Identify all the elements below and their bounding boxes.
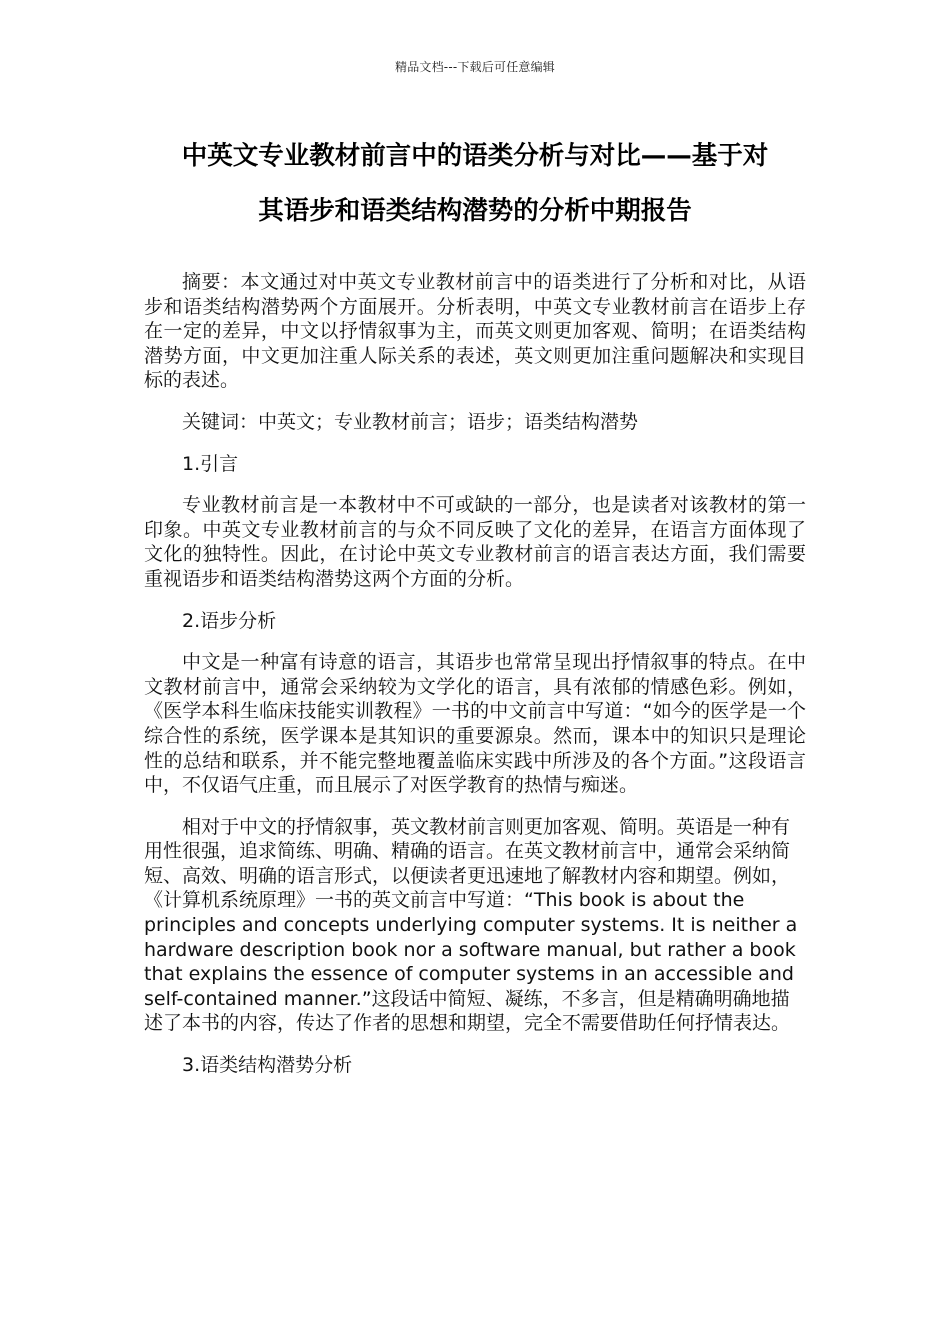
move-analysis-paragraph-1: 中文是一种富有诗意的语言，其语步也常常呈现出抒情叙事的特点。在中文教材前言中，通常会采纳较为文学化的语言，具有浓郁的情感色彩。例如，《医学本科生临床技能实训教程》一书的中文前言中写道：“如今的医学是一个综合性的系统，医学课本是其知识的重要源泉。然而，课本中的知识只是理论性的总结和联系，并不能完整地覆盖临床实践中所涉及的各个方面。”这段语言中，不仅语气庄重，而且展示了对医学教育的热情与痴迷。 <box>144 651 806 797</box>
move-analysis-paragraph-2: 相对于中文的抒情叙事，英文教材前言则更加客观、简明。英语是一种有用性很强，追求简练、明确、精确的语言。在英文教材前言中，通常会采纳简短、高效、明确的语言形式，以便读者更迅速地了解教材内容和期望。例如，《计算机系统原理》一书的英文前言中写道：“This book is about the principles and concepts underlying computer systems. It is neither a hardware description book nor a software manual, but rather a book that explains the essence of computer systems in an accessible and self-contained manner.”这段话中简短、凝练，不多言，但是精确明确地描述了本书的内容，传达了作者的思想和期望，完全不需要借助任何抒情表达。 <box>144 815 798 1035</box>
section-heading-move-analysis: 2.语步分析 <box>182 609 277 632</box>
abstract-paragraph: 摘要：本文通过对中英文专业教材前言中的语类进行了分析和对比，从语步和语类结构潜势两个方面展开。分析表明，中英文专业教材前言在语步上存在一定的差异，中文以抒情叙事为主，而英文则更加客观、简明；在语类结构潜势方面，中文更加注重人际关系的表述，英文则更加注重问题解决和实现目标的表述。 <box>144 271 806 392</box>
document-title-line-2: 其语步和语类结构潜势的分析中期报告 <box>258 196 692 226</box>
document-title-line-1: 中英文专业教材前言中的语类分析与对比——基于对 <box>181 141 769 171</box>
document-body <box>144 270 806 1095</box>
introduction-paragraph: 专业教材前言是一本教材中不可或缺的一部分，也是读者对该教材的第一印象。中英文专业教材前言的与众不同反映了文化的差异，在语言方面体现了文化的独特性。因此，在讨论中英文专业教材前言的语言表达方面，我们需要重视语步和语类结构潜势这两个方面的分析。 <box>144 494 806 590</box>
keywords-line: 关键词：中英文；专业教材前言；语步；语类结构潜势 <box>182 410 639 433</box>
section-heading-structure-potential: 3.语类结构潜势分析 <box>182 1054 353 1077</box>
page-header: 精品文档---下载后可任意编辑 <box>395 60 555 74</box>
section-heading-introduction: 1.引言 <box>182 452 239 475</box>
